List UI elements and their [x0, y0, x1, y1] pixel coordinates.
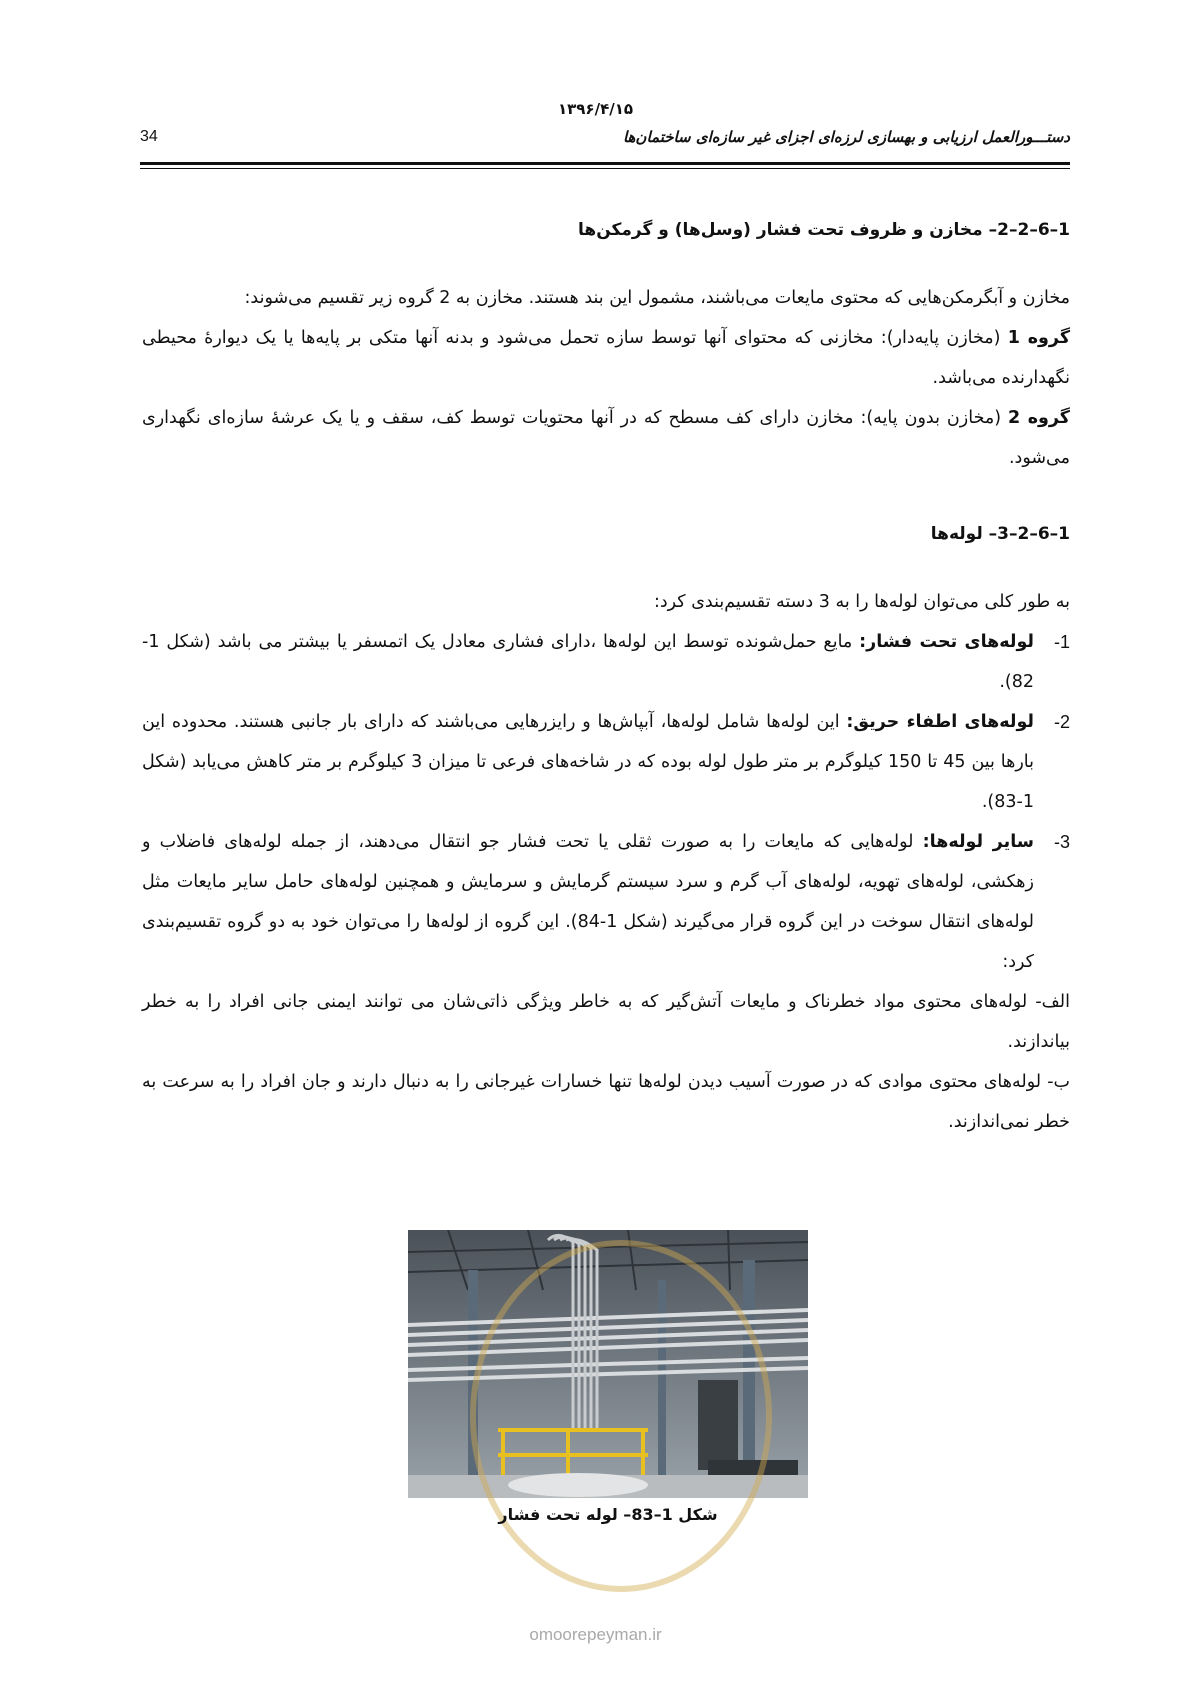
header-title: دستـــورالعمل ارزیابی و بهسازی لرزه‌ای اجزای غیر سازه‌ای ساختمان‌ها: [622, 128, 1070, 146]
figure-caption: شکل 1–83– لوله تحت فشار: [498, 1505, 718, 1524]
list-number: 3-: [1053, 832, 1070, 852]
paragraph-pipes-intro: به طور کلی می‌توان لوله‌ها را به 3 دسته تقسیم‌بندی کرد:: [653, 592, 1070, 612]
running-header: [140, 128, 1070, 160]
group-1-text: (مخازن پایه‌دار): مخازنی که محتوای آنها توسط سازه تحمل می‌شود و بدنه آنها متکی بر پایه‌ها یا یک دیوارۀ محیطی نگهدارنده می‌باشد.: [142, 328, 1070, 388]
paragraph-tanks-intro: مخازن و آبگرمکن‌هایی که محتوی مایعات می‌باشند، مشمول این بند هستند. مخازن به 2 گروه زیر تقسیم می‌شوند:: [244, 288, 1070, 308]
group-1-label: گروه 1: [1007, 328, 1070, 348]
list-item-text: مایع حمل‌شونده توسط این لوله‌ها ،دارای فشاری معادل یک اتمسفر یا بیشتر می باشد (شکل 1-82).: [142, 632, 1034, 692]
header-rule-thin: [140, 168, 1070, 169]
header-rule: [140, 162, 1070, 165]
section-heading-pipes: 1–6–2–3– لوله‌ها: [930, 524, 1070, 544]
industrial-pipes-illustration: [408, 1230, 808, 1498]
list-item-text: لوله‌هایی که مایعات را به صورت ثقلی یا تحت فشار جو انتقال می‌دهند، از جمله لوله‌های فاضلاب و زهکشی، لوله‌های تهویه، لوله‌های آب گرم و سرد سیستم گرمایش و سرمایش و همچنین لوله‌های حامل سایر مایعات مثل لوله‌های انتقال سوخت در این گروه قرار می‌گیرند (شکل 1-84). این گروه از لوله‌ها را می‌توان خود به دو گروه تقسیم‌بندی کرد:: [142, 832, 1034, 972]
body-text: [142, 210, 1070, 1142]
list-item: [142, 822, 1070, 982]
list-number: 1-: [1053, 632, 1070, 652]
paragraph-be: ب- لوله‌های محتوی موادی که در صورت آسیب دیدن لوله‌ها تنها خسارات غیرجانی را به دنبال دارند و جان افراد را به سرعت به خطر نمی‌اندازند.: [142, 1072, 1070, 1132]
site-watermark: omoorepeyman.ir: [529, 1625, 662, 1644]
list-item-text: این لوله‌ها شامل لوله‌ها، آبپاش‌ها و رایزرهایی می‌باشند که دارای بار جانبی هستند. محدوده این بارها بین 45 تا 150 کیلوگرم بر متر طول لوله بوده که در شاخه‌های فرعی تا میزان 3 کیلوگرم بر متر کاهش می‌یابد (شکل 1-83).: [142, 712, 1034, 812]
paragraph-group-2: [142, 398, 1070, 478]
section-heading-tanks: 1–6–2–2– مخازن و ظروف تحت فشار (وسل‌ها) و گرمکن‌ها: [578, 220, 1070, 240]
list-number: 2-: [1053, 712, 1070, 732]
list-item: [142, 702, 1070, 822]
paragraph-alef: الف- لوله‌های محتوی مواد خطرناک و مایعات آتش‌گیر که به خاطر ویژگی ذاتی‌شان می توانند ایمنی جانی افراد را به خطر بیاندازند.: [142, 992, 1070, 1052]
list-item-label: لوله‌های اطفاء حریق:: [846, 712, 1034, 732]
group-2-label: گروه 2: [1008, 408, 1070, 428]
list-item-label: سایر لوله‌ها:: [922, 832, 1034, 852]
header-date: ۱۳۹۶/۴/۱۵: [557, 100, 634, 118]
page-number: 34: [140, 128, 158, 145]
figure-pressure-pipes-photo: [408, 1230, 808, 1498]
group-2-text: (مخازن بدون پایه): مخازن دارای کف مسطح که در آنها محتویات توسط کف، سقف و یا یک عرشۀ سازه‌ای نگهداری می‌شود.: [142, 408, 1070, 468]
list-item-label: لوله‌های تحت فشار:: [859, 632, 1034, 652]
paragraph-group-1: [142, 318, 1070, 398]
list-item: [142, 622, 1070, 702]
